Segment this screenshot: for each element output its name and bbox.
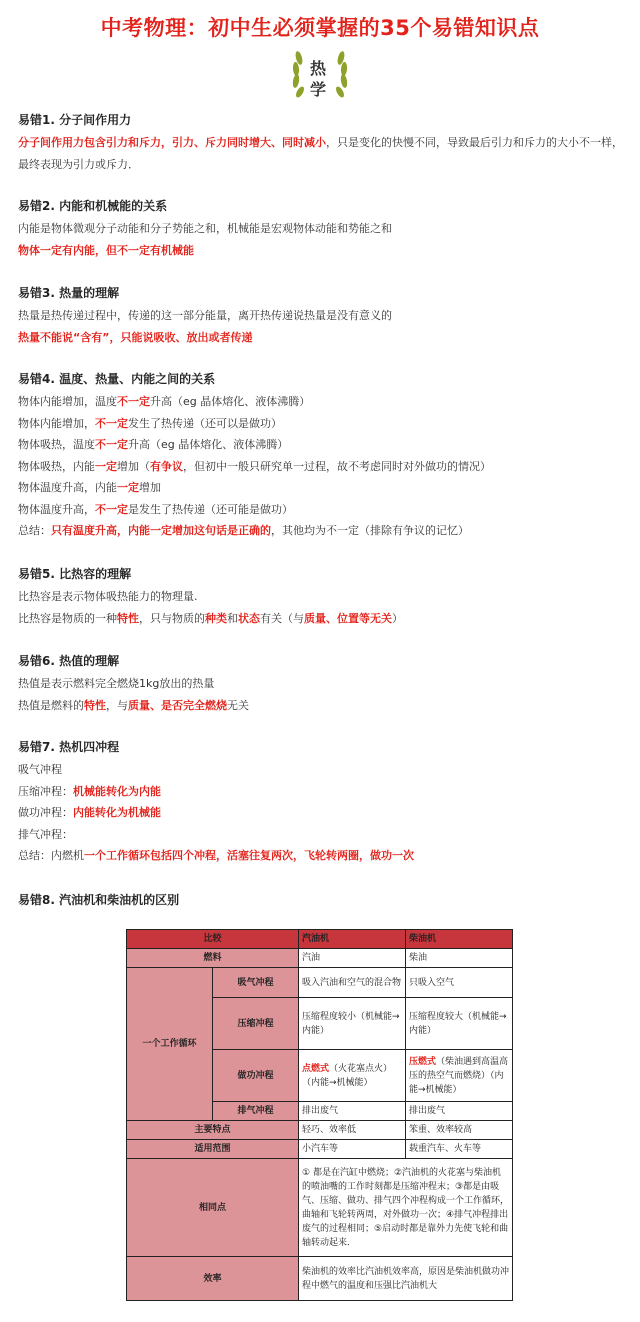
table-cell: 点燃式（火花塞点火）（内能→机械能） <box>299 1050 406 1102</box>
text-line: 内能是物体微观分子动能和分子势能之和，机械能是宏观物体动能和势能之和 <box>18 222 392 235</box>
text-line: 物体内能增加，不一定发生了热传递（还可以是做功） <box>18 416 282 430</box>
table-cell: 主要特点 <box>127 1121 299 1140</box>
text-line: 做功冲程：内能转化为机械能 <box>18 806 161 819</box>
text-line: 排气冲程： <box>18 827 73 841</box>
text-line: 比热容是物质的一种特性，只与物质的种类和状态有关（与质量、位置等无关） <box>18 611 403 625</box>
section-3 <box>18 283 628 348</box>
text-line: 物体温度升高，内能一定增加 <box>18 481 161 494</box>
text-line: 总结：只有温度升高，内能一定增加这句话是正确的，其他均为不一定（排除有争议的记忆） <box>18 524 469 537</box>
text-line: 热值是燃料的特性，与质量、是否完全燃烧无关 <box>18 698 249 712</box>
section-4 <box>18 369 628 542</box>
table-cell: ① 都是在汽缸中燃烧；②汽油机的火花塞与柴油机的喷油嘴的工作时刻都是压缩冲程末；③都是由吸气、压缩、做功、排气四个冲程构成一个工作循环，曲轴和飞轮转两周，对外做功一次；④排气冲程排出废气的过程相同；⑤启动时都是靠外力先使飞轮和曲轴转动起来． <box>299 1159 513 1257</box>
text-line: 热量不能说“含有”，只能说吸收、放出或者传递 <box>18 330 253 344</box>
table-cell: 一个工作循环 <box>127 968 213 1121</box>
text-line: 比热容是表示物体吸热能力的物理量. <box>18 590 198 603</box>
table-cell: 笨重、效率较高 <box>406 1121 513 1140</box>
table-cell: 排出废气 <box>406 1102 513 1121</box>
table-cell: 压缩程度较小（机械能→内能） <box>299 998 406 1050</box>
page-title: 中考物理：初中生必须掌握的35个易错知识点 <box>100 16 540 40</box>
text-line: 吸气冲程 <box>18 763 62 776</box>
table-header: 柴油机 <box>406 930 513 949</box>
section-5 <box>18 564 628 629</box>
table-row <box>127 1159 513 1257</box>
section-title: 易错1. 分子间作用力 <box>18 113 132 127</box>
section-2 <box>18 196 628 261</box>
table-cell: 适用范围 <box>127 1140 299 1159</box>
table-cell: 吸气冲程 <box>213 968 299 998</box>
table-cell: 只吸入空气 <box>406 968 513 998</box>
table-cell: 汽油 <box>299 949 406 968</box>
section-7 <box>18 737 628 867</box>
badge-char-bottom: 学 <box>310 80 327 99</box>
table-cell: 燃料 <box>127 949 299 968</box>
comparison-table <box>126 929 513 1301</box>
table-cell: 做功冲程 <box>213 1050 299 1102</box>
section-badge <box>285 50 355 102</box>
text-line: 物体一定有内能，但不一定有机械能 <box>18 243 194 257</box>
section-1 <box>18 110 628 175</box>
text-line: 分子间作用力包含引力和斥力，引力、斥力同时增大、同时减小，只是变化的快慢不同，导致最后引力和斥力的大小不一样，最终表现为引力或斥力． <box>18 136 623 171</box>
badge-char-top: 热 <box>310 59 327 78</box>
text-line: 物体吸热，温度不一定升高（eg 晶体熔化、液体沸腾） <box>18 438 289 451</box>
text-line: 物体温度升高，不一定是发生了热传递（还可能是做功） <box>18 502 293 516</box>
text-line: 热值是表示燃料完全燃烧1kg放出的热量 <box>18 677 215 690</box>
text-line: 物体内能增加，温度不一定升高（eg 晶体熔化、液体沸腾） <box>18 395 311 408</box>
section-title: 易错3. 热量的理解 <box>18 286 120 300</box>
table-cell: 效率 <box>127 1257 299 1301</box>
table-cell: 轻巧、效率低 <box>299 1121 406 1140</box>
section-title: 易错8. 汽油机和柴油机的区别 <box>18 893 180 907</box>
section-title: 易错5. 比热容的理解 <box>18 567 132 581</box>
table-cell: 吸入汽油和空气的混合物 <box>299 968 406 998</box>
table-row <box>127 1121 513 1140</box>
table-cell: 压缩冲程 <box>213 998 299 1050</box>
section-8 <box>18 890 628 912</box>
table-header: 汽油机 <box>299 930 406 949</box>
section-title: 易错7. 热机四冲程 <box>18 740 120 754</box>
section-title: 易错2. 内能和机械能的关系 <box>18 199 168 213</box>
text-line: 总结：内燃机一个工作循环包括四个冲程，活塞往复两次，飞轮转两圈，做功一次 <box>18 849 414 862</box>
table-cell: 排气冲程 <box>213 1102 299 1121</box>
table-row <box>127 1257 513 1301</box>
table-cell: 载重汽车、火车等 <box>406 1140 513 1159</box>
table-cell: 压缩程度较大（机械能→内能） <box>406 998 513 1050</box>
table-cell: 柴油 <box>406 949 513 968</box>
text-line: 热量是热传递过程中，传递的这一部分能量，离开热传递说热量是没有意义的 <box>18 309 392 322</box>
table-row <box>127 930 513 949</box>
table-cell: 小汽车等 <box>299 1140 406 1159</box>
section-title: 易错4. 温度、热量、内能之间的关系 <box>18 372 216 386</box>
text-line: 物体吸热，内能一定增加（有争议，但初中一般只研究单一过程，故不考虑同时对外做功的情况） <box>18 459 491 473</box>
table-row <box>127 949 513 968</box>
table-row <box>127 1140 513 1159</box>
table-row <box>127 968 513 998</box>
table-cell: 柴油机的效率比汽油机效率高，原因是柴油机做功冲程中燃气的温度和压强比汽油机大 <box>299 1257 513 1301</box>
text-line: 压缩冲程：机械能转化为内能 <box>18 784 161 798</box>
table-cell: 压燃式（柴油遇到高温高压的热空气而燃烧）（内能→机械能） <box>406 1050 513 1102</box>
table-cell: 排出废气 <box>299 1102 406 1121</box>
section-6 <box>18 651 628 716</box>
table-header: 比较 <box>127 930 299 949</box>
table-cell: 相同点 <box>127 1159 299 1257</box>
section-title: 易错6. 热值的理解 <box>18 654 120 668</box>
